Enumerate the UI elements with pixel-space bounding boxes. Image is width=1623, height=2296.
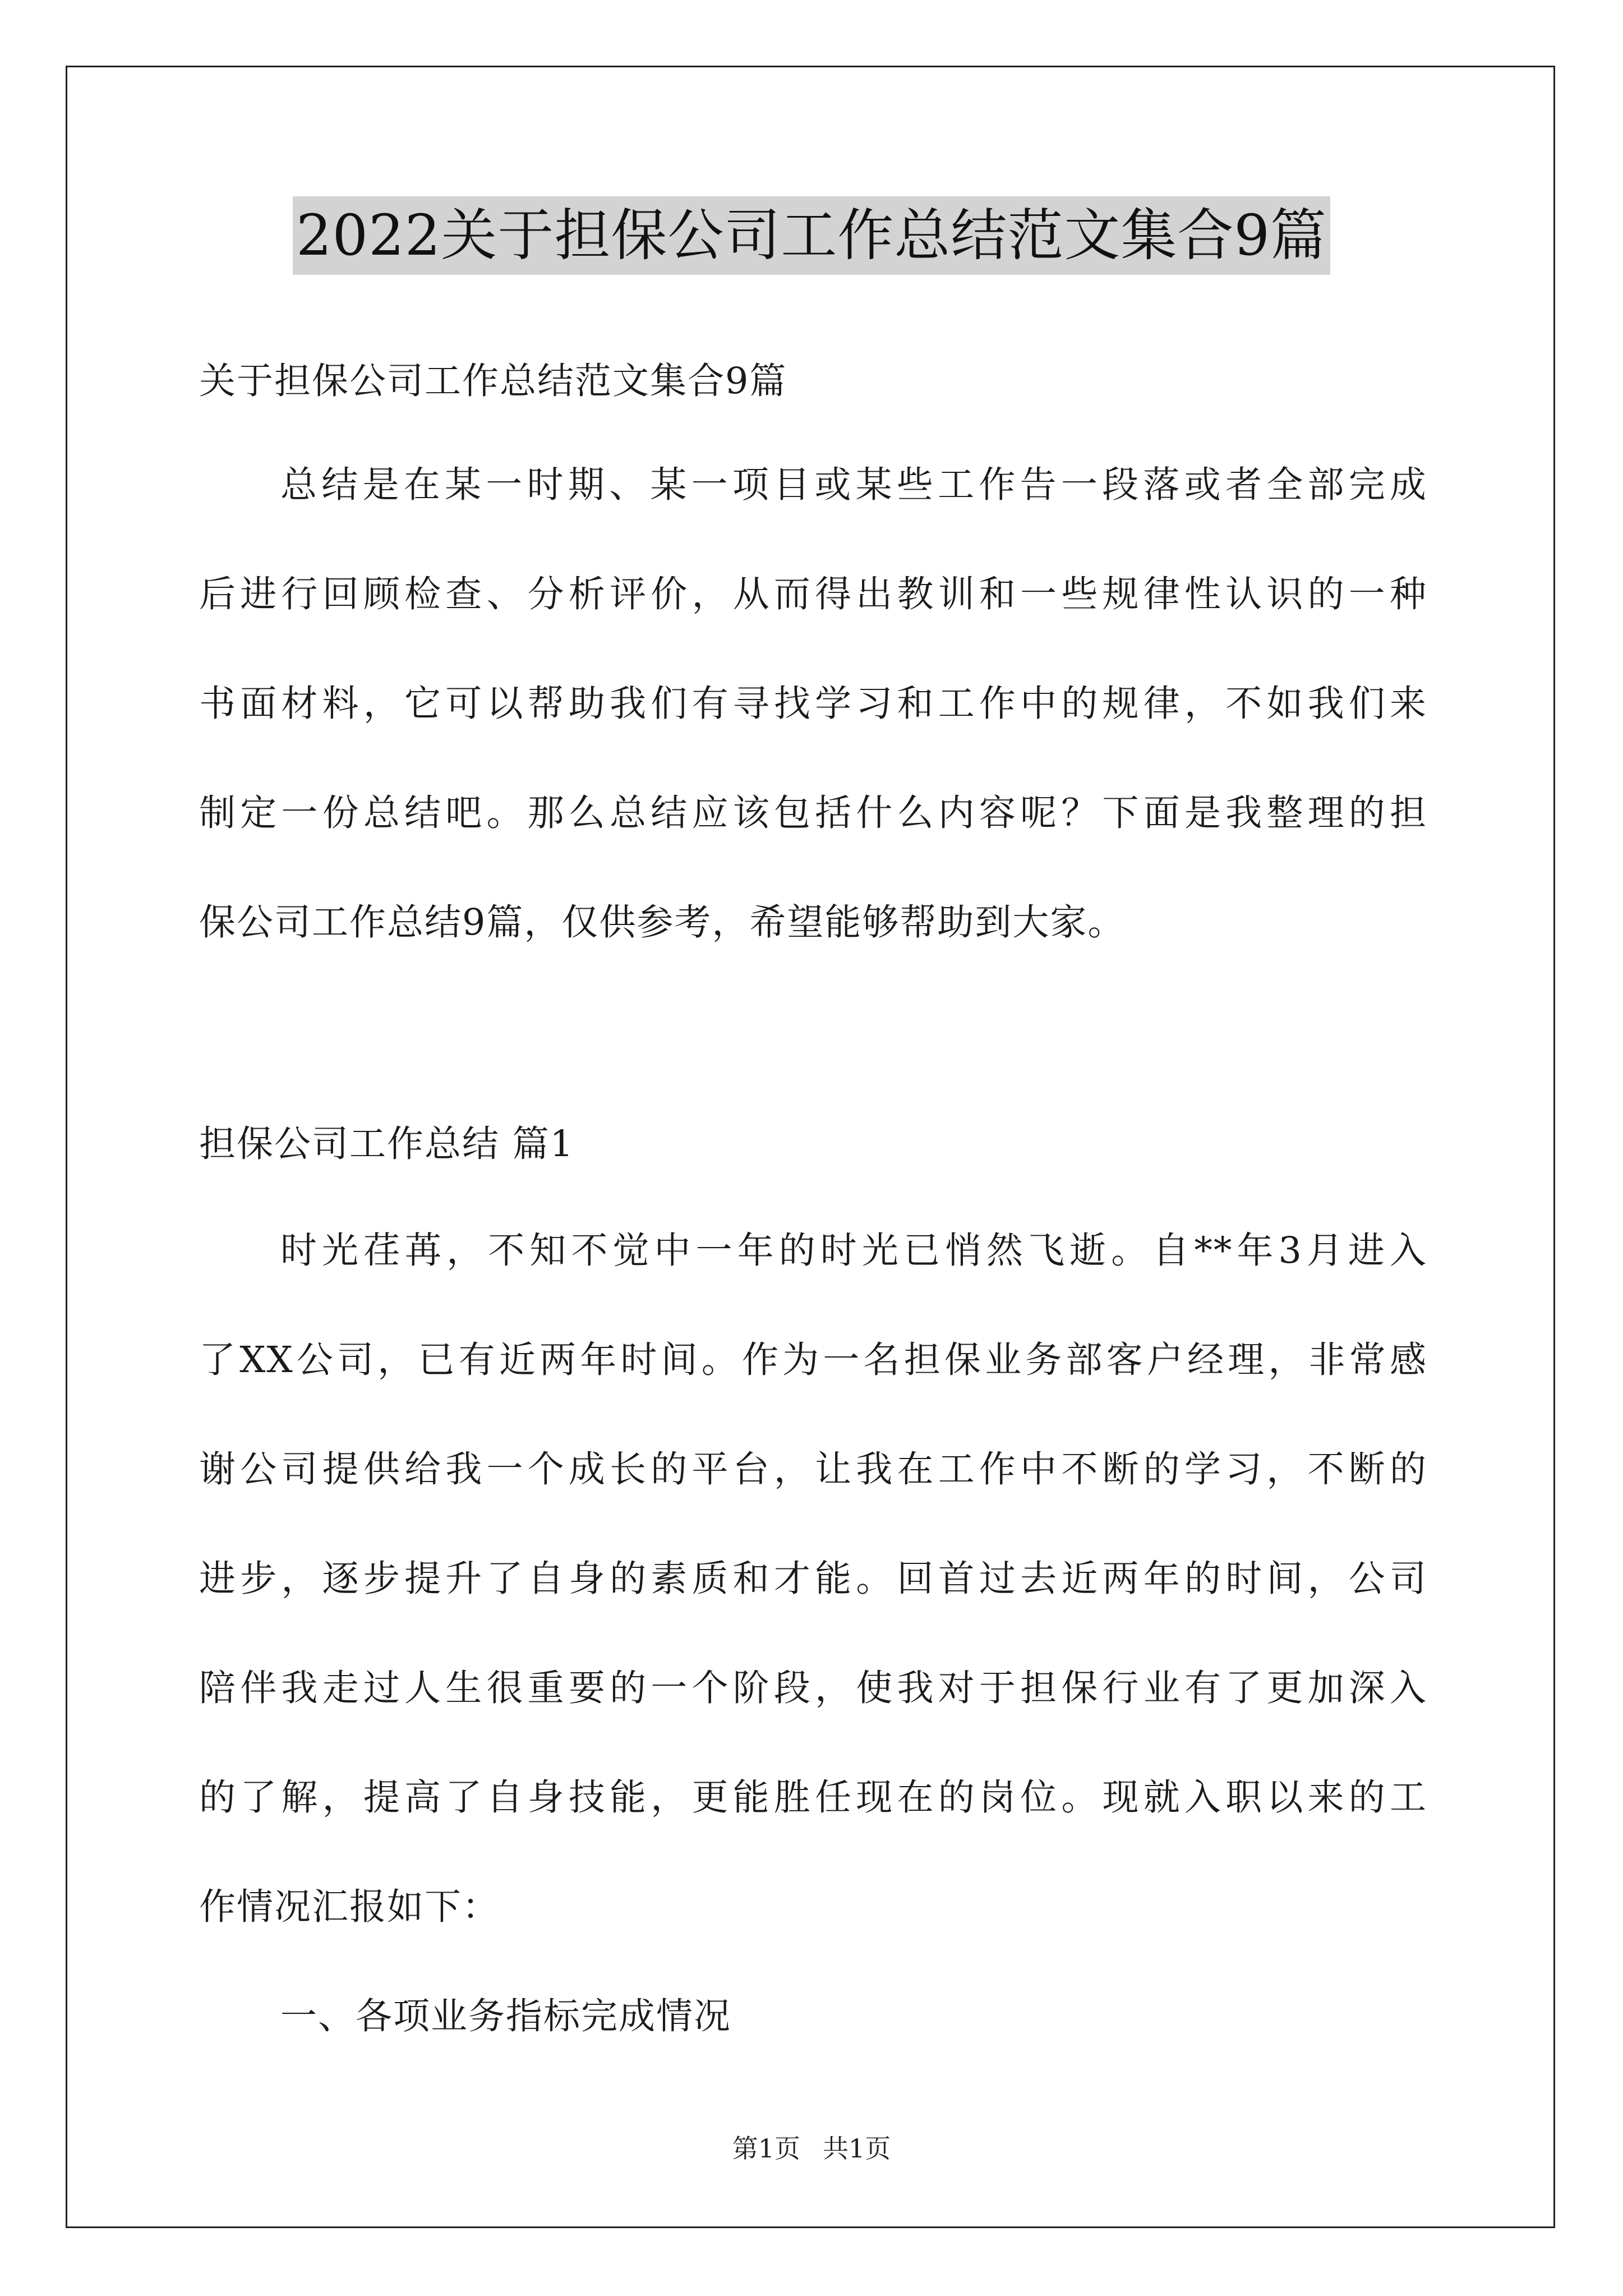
body-line: 谢公司提供给我一个成长的平台，让我在工作中不断的学习，不断的 [199, 1448, 1427, 1490]
body-line: 时光荏苒，不知不觉中一年的时光已悄然飞逝。自**年3月进入 [280, 1230, 1427, 1272]
page-footer [0, 2132, 1623, 2165]
body-line: 的了解，提高了自身技能，更能胜任现在的岗位。现就入职以来的工 [199, 1777, 1427, 1819]
document-title: 2022关于担保公司工作总结范文集合9篇 [293, 196, 1330, 275]
title-container [0, 196, 1623, 275]
document-subtitle: 关于担保公司工作总结范文集合9篇 [199, 360, 787, 402]
subheading: 一、各项业务指标完成情况 [280, 1995, 732, 2037]
body-line: 了XX公司，已有近两年时间。作为一名担保业务部客户经理，非常感 [199, 1339, 1427, 1381]
page-number-total: 共1页 [823, 2133, 891, 2164]
intro-line: 总结是在某一时期、某一项目或某些工作告一段落或者全部完成 [280, 464, 1427, 506]
body-line: 陪伴我走过人生很重要的一个阶段，使我对于担保行业有了更加深入 [199, 1667, 1427, 1709]
intro-line: 制定一份总结吧。那么总结应该包括什么内容呢？下面是我整理的担 [199, 792, 1427, 834]
body-line: 进步，逐步提升了自身的素质和才能。回首过去近两年的时间，公司 [199, 1558, 1427, 1600]
page-number-current: 第1页 [732, 2133, 800, 2164]
intro-line: 保公司工作总结9篇，仅供参考，希望能够帮助到大家。 [199, 901, 1126, 944]
intro-line: 后进行回顾检查、分析评价，从而得出教训和一些规律性认识的一种 [199, 573, 1427, 615]
section-heading: 担保公司工作总结 篇1 [199, 1123, 575, 1165]
intro-line: 书面材料，它可以帮助我们有寻找学习和工作中的规律，不如我们来 [199, 683, 1427, 725]
body-line: 作情况汇报如下： [199, 1886, 500, 1928]
